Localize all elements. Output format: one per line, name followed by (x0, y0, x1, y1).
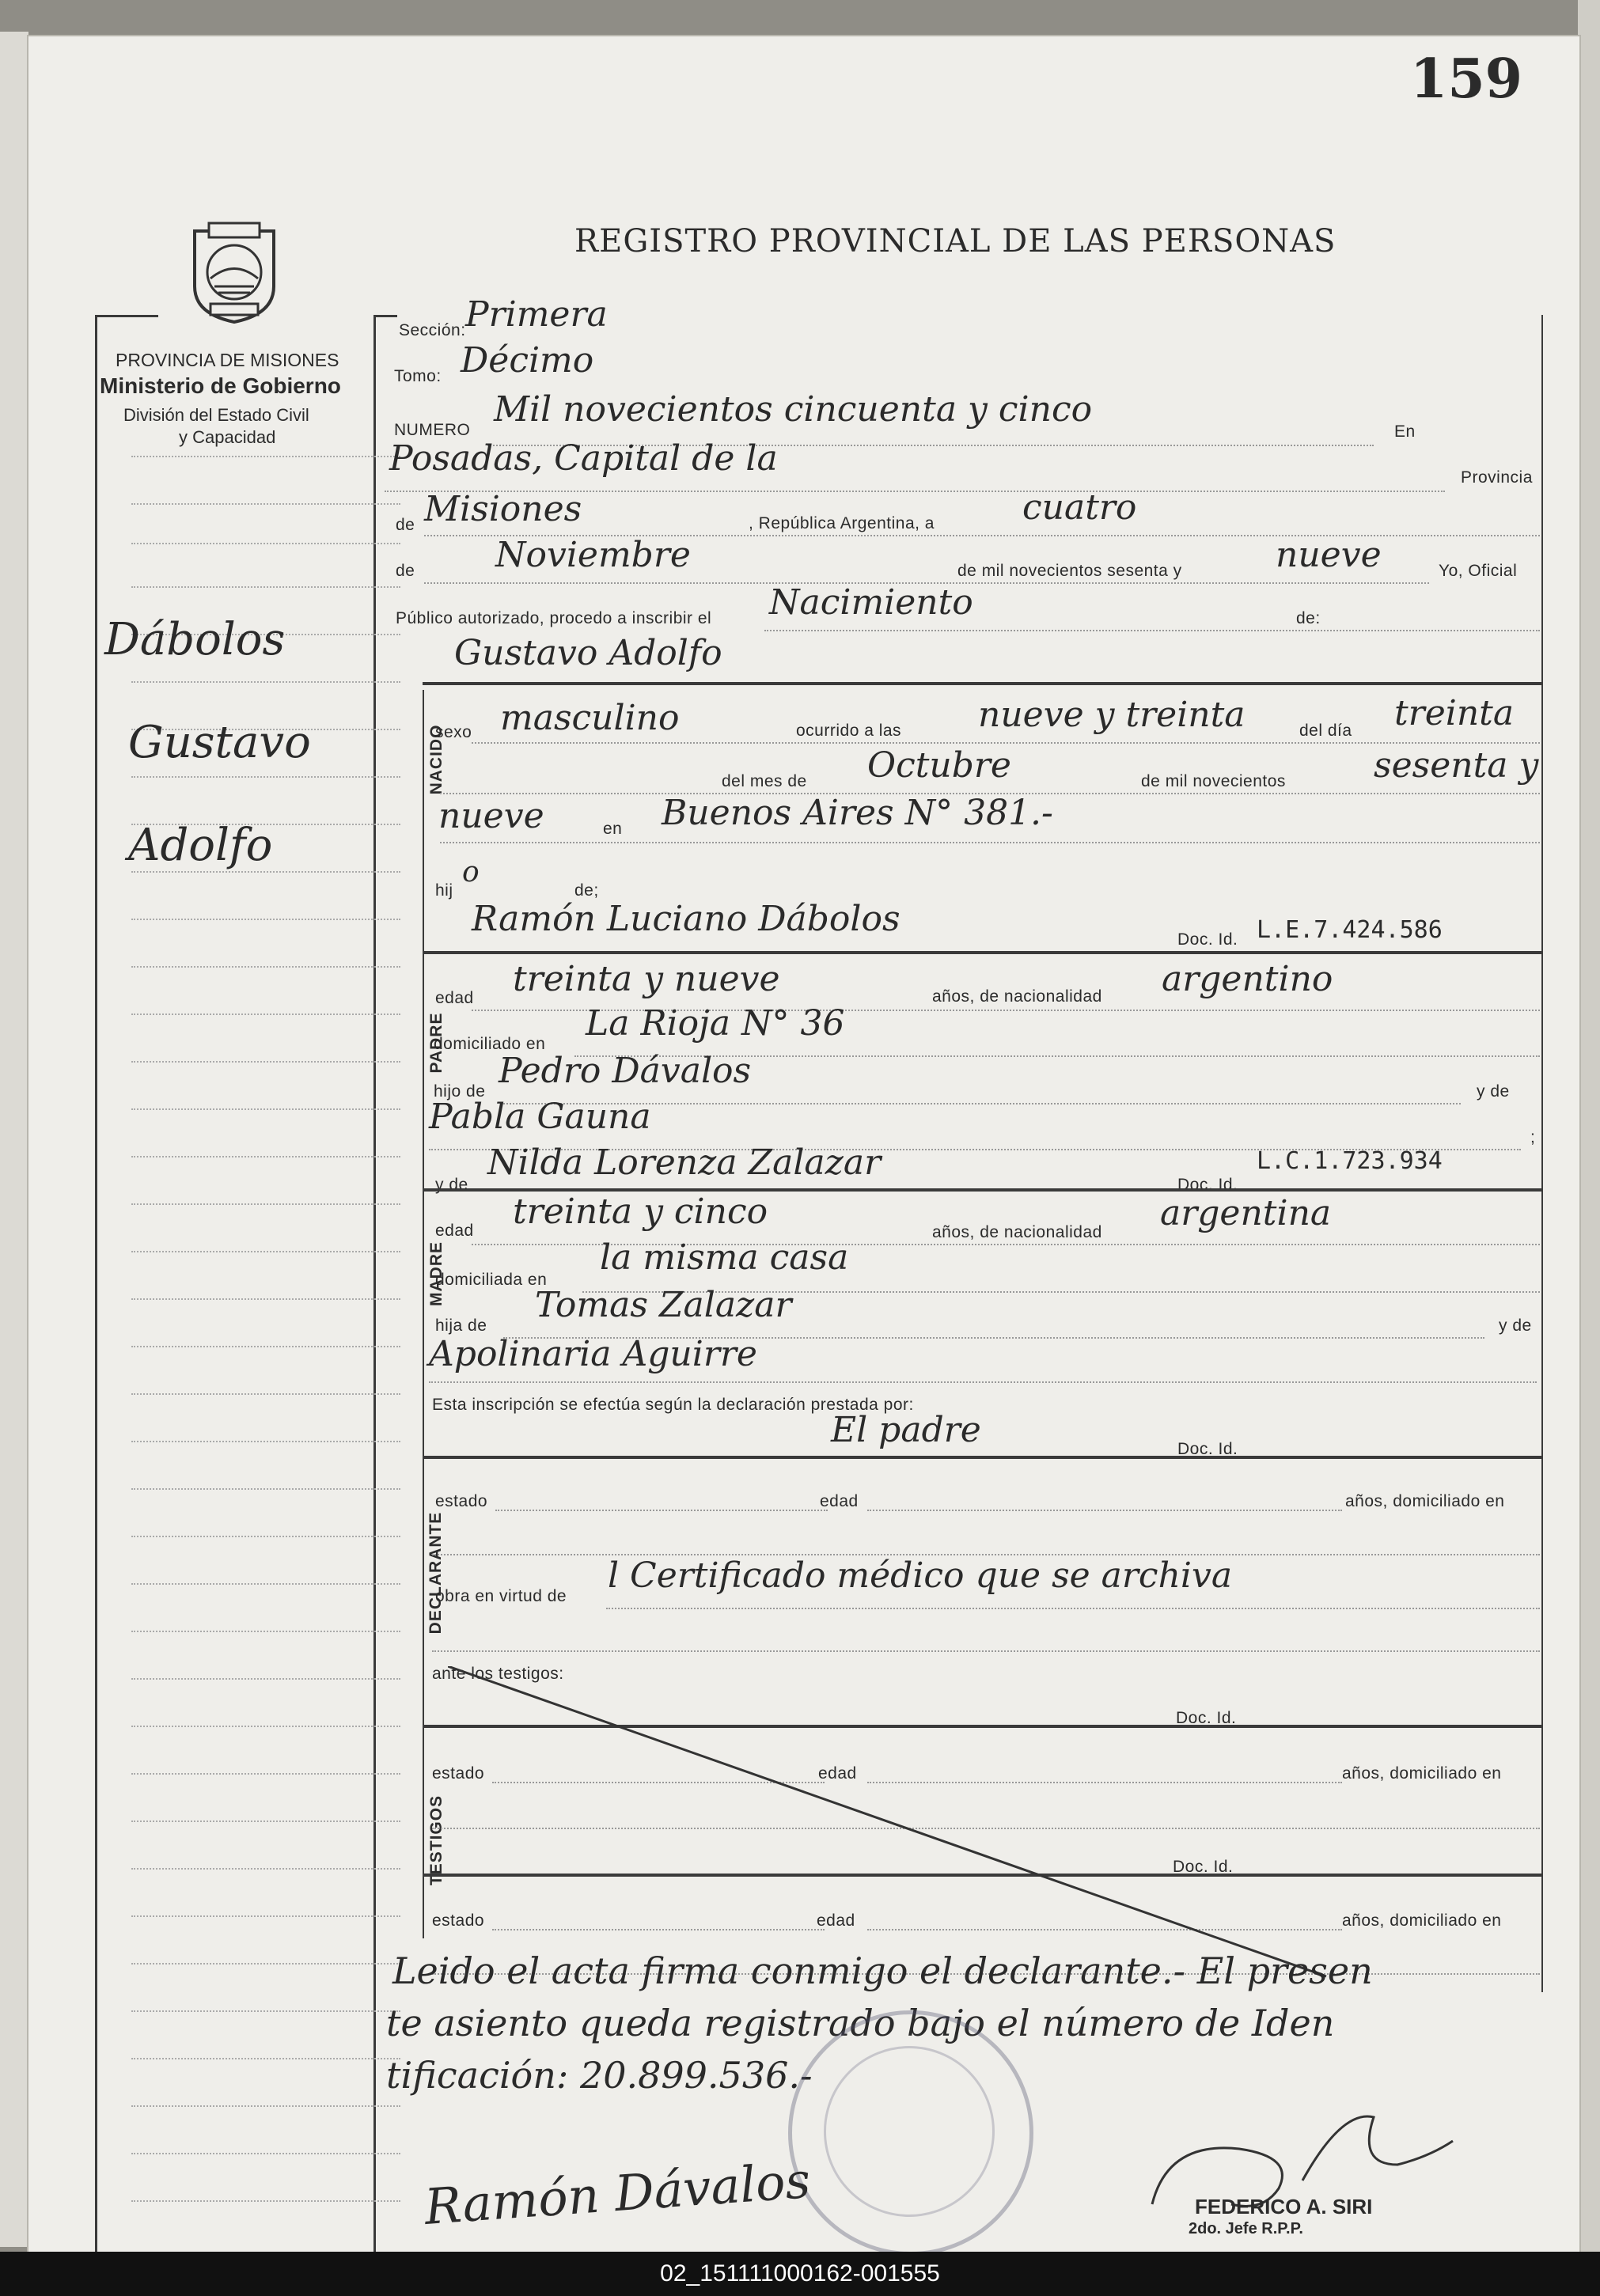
act-line (764, 630, 1540, 631)
testigos-section-label: TESTIGOS (427, 1794, 445, 1886)
officer-title: 2do. Jefe R.P.P. (1189, 2220, 1303, 2237)
margin-rule (131, 1203, 400, 1205)
hora-value: nueve y treinta (978, 695, 1245, 735)
margin-rule (131, 1536, 400, 1537)
org-province: PROVINCIA DE MISIONES (116, 350, 339, 370)
act-value: Nacimiento (769, 582, 973, 623)
margin-given-2: Adolfo (128, 820, 273, 871)
madre-madre-value: Apolinaria Aguirre (429, 1334, 757, 1374)
margin-rule (131, 1108, 400, 1110)
padre-section-label: PADRE (427, 1012, 445, 1074)
main-column-border (373, 315, 376, 2252)
hij-de-label: de; (574, 881, 599, 900)
registry-title: REGISTRO PROVINCIAL DE LAS PERSONAS (574, 223, 1336, 260)
tomo-label: Tomo: (394, 367, 442, 385)
padre-edad-label: edad (435, 989, 474, 1007)
padre-nac-value: argentino (1162, 959, 1333, 999)
madre-nac-label: años, de nacionalidad (932, 1223, 1102, 1241)
padre-nac-label: años, de nacionalidad (932, 987, 1102, 1006)
margin-rule (131, 1868, 400, 1870)
anio-value-a: sesenta y (1374, 745, 1539, 786)
margin-surname: Dábolos (104, 614, 286, 665)
declarante-obra-label: obra en virtud de (435, 1587, 567, 1605)
margin-rule (131, 1915, 400, 1917)
lugar-value: Buenos Aires N° 381.- (662, 793, 1053, 833)
padre-top-rule (423, 951, 1541, 954)
padre-yde-label: y de (1477, 1082, 1510, 1101)
padre-madre-value: Pabla Gauna (429, 1097, 651, 1137)
year-value: nueve (1276, 535, 1382, 575)
closing-line-2: te asiento queda registrado bajo el número de Iden (386, 2002, 1335, 2044)
testigo2-edad-label: edad (817, 1911, 855, 1930)
padre-hijo-value: Pedro Dávalos (499, 1051, 752, 1091)
margin-rule (131, 1583, 400, 1585)
declarante-blank-line-2 (432, 1650, 1540, 1652)
del-dia-label: del día (1299, 722, 1352, 740)
margin-rule (131, 919, 400, 920)
province-de-label: de (396, 516, 415, 534)
testigos-intro: ante los testigos: (432, 1665, 564, 1683)
madre-hija-value: Tomas Zalazar (535, 1285, 792, 1325)
declarante-edad-line (867, 1510, 1342, 1511)
previous-page-edge (0, 32, 28, 2247)
lugar-line (440, 842, 1540, 843)
margin-rule (131, 1393, 400, 1395)
strike-through-line (448, 1666, 1334, 1983)
margin-rule (131, 2105, 400, 2107)
margin-rule (131, 1346, 400, 1347)
page-stack-edge (1578, 0, 1600, 2255)
anio-value-b: nueve (438, 796, 544, 836)
margin-rule (131, 871, 400, 873)
section-label-border (423, 690, 424, 1938)
declarante-obra-value: l Certificado médico que se archiva (608, 1555, 1233, 1596)
scan-id-footer: 02_151111000162-001555 (0, 2252, 1600, 2296)
republica-label: , República Argentina, a (749, 514, 935, 532)
madre-edad-label: edad (435, 1222, 474, 1240)
margin-rule (131, 1488, 400, 1490)
declarante-estado-label: estado (435, 1492, 488, 1510)
madre-madre-line (429, 1381, 1537, 1383)
nacido-section-label: NACIDO (427, 724, 445, 795)
margin-rule (131, 1773, 400, 1775)
madre-section-label: MADRE (427, 1241, 445, 1306)
margin-rule (131, 1726, 400, 1727)
testigo2-doc-label: Doc. Id. (1173, 1858, 1234, 1876)
closing-line-1: Leido el acta firma conmigo el declarante.- El presen (392, 1949, 1373, 1992)
margin-rule (131, 1298, 400, 1300)
margin-rule (131, 966, 400, 968)
margin-rule (131, 2010, 400, 2012)
margin-rule (131, 776, 400, 778)
testigo1-edad-label: edad (818, 1764, 857, 1783)
madre-hija-label: hija de (435, 1317, 487, 1335)
right-border (1541, 315, 1543, 1992)
province-seal-icon (179, 215, 290, 326)
madre-nac-value: argentina (1160, 1193, 1332, 1233)
en-label: En (1394, 422, 1416, 441)
hij-label: hij (435, 881, 453, 900)
sexo-value: masculino (500, 698, 680, 738)
margin-rule (131, 586, 400, 588)
seccion-label: Sección: (399, 321, 466, 339)
publico-label: Público autorizado, procedo a inscribir el (396, 609, 712, 627)
declarante-obra-line (606, 1608, 1540, 1609)
officer-name: FEDERICO A. SIRI (1195, 2195, 1373, 2218)
testigo1-doc-label: Doc. Id. (1176, 1709, 1237, 1727)
numero-value: Mil novecientos cincuenta y cinco (494, 389, 1093, 430)
numero-label: NUMERO (394, 421, 471, 439)
month-de-label: de (396, 562, 415, 580)
sexo-label: sexo (435, 723, 472, 741)
madre-edad-value: treinta y cinco (513, 1192, 768, 1232)
lugar-en-label: en (603, 820, 623, 838)
closing-line-3: tificación: 20.899.536.- (386, 2054, 813, 2097)
hij-suffix: o (462, 856, 480, 888)
provincia-label: Provincia (1461, 468, 1533, 487)
sexo-line (472, 742, 1540, 744)
day-value: cuatro (1022, 487, 1137, 528)
ocurrido-label: ocurrido a las (796, 722, 902, 740)
margin-given-1: Gustavo (128, 717, 311, 768)
mes-label: del mes de (722, 772, 807, 790)
padre-dom-value: La Rioja N° 36 (586, 1003, 845, 1044)
seccion-value: Primera (465, 294, 608, 335)
margin-rule (131, 1013, 400, 1015)
padre-doc-value: L.E.7.424.586 (1257, 916, 1443, 944)
padre-semicolon: ; (1530, 1128, 1536, 1146)
declarante-doc-label: Doc. Id. (1177, 1440, 1238, 1458)
declarante-intro: Esta inscripción se efectúa según la declaración prestada por: (432, 1396, 914, 1414)
madre-doc-label: Doc. Id. (1177, 1176, 1238, 1194)
official-stamp (788, 2010, 1033, 2256)
declarante-edad-label: edad (820, 1492, 859, 1510)
margin-rule (131, 1061, 400, 1063)
place-value: Posadas, Capital de la (389, 438, 778, 479)
year-label: de mil novecientos sesenta y (957, 562, 1182, 580)
org-ministry: Ministerio de Gobierno (100, 373, 341, 398)
mes-value: Octubre (867, 745, 1011, 786)
province-value: Misiones (424, 489, 582, 529)
margin-rule (131, 543, 400, 544)
testigo1-dom-label: años, domiciliado en (1342, 1764, 1502, 1783)
month-value: Noviembre (495, 535, 691, 575)
padre-dom-label: domiciliado en (434, 1035, 546, 1053)
margin-rule (131, 1821, 400, 1822)
tomo-value: Décimo (461, 340, 594, 381)
madre-doc-value: L.C.1.723.934 (1257, 1147, 1443, 1175)
madre-name: Nilda Lorenza Zalazar (487, 1142, 882, 1183)
padre-name: Ramón Luciano Dábolos (472, 899, 900, 939)
margin-rule (131, 1631, 400, 1632)
margin-rule (131, 456, 400, 457)
page-number: 159 (1410, 47, 1522, 111)
margin-rule (131, 681, 400, 683)
margin-rule (131, 1678, 400, 1680)
margin-rule (131, 2058, 400, 2059)
top-rule-left (95, 315, 158, 317)
dia-value: treinta (1394, 693, 1515, 733)
margin-rule (131, 503, 400, 505)
margin-rule (131, 1963, 400, 1964)
madre-dom-label: domiciliada en (435, 1271, 548, 1289)
padre-edad-value: treinta y nueve (513, 959, 780, 999)
padre-hijo-label: hijo de (434, 1082, 486, 1101)
declarant-signature: Ramón Dávalos (423, 2151, 813, 2236)
madre-yde-label: y de (435, 1176, 468, 1194)
declarante-section-label: DECLARANTE (427, 1511, 445, 1635)
registry-page (28, 36, 1579, 2252)
nacido-top-rule (423, 682, 1541, 685)
testigo1-estado-label: estado (432, 1764, 485, 1783)
margin-rule (131, 2200, 400, 2202)
madre-dom-value: la misma casa (600, 1237, 849, 1278)
registrant-name: Gustavo Adolfo (454, 633, 722, 673)
org-capacity: y Capacidad (179, 427, 276, 447)
declarante-name: El padre (831, 1410, 981, 1450)
margin-rule (131, 1156, 400, 1157)
declarante-top-rule (423, 1456, 1541, 1459)
org-division: División del Estado Civil (123, 405, 309, 425)
oficial-label: Yo, Oficial (1439, 562, 1518, 580)
declarante-estado-line (495, 1510, 828, 1511)
madre-yde-label-2: y de (1499, 1317, 1532, 1335)
top-rule-right (373, 315, 397, 317)
margin-rule (131, 1251, 400, 1252)
mil-novecientos-label: de mil novecientos (1141, 772, 1286, 790)
margin-rule (131, 2153, 400, 2154)
margin-rule (131, 1441, 400, 1442)
declarante-dom-label: años, domiciliado en (1345, 1492, 1505, 1510)
testigo2-estado-label: estado (432, 1911, 485, 1930)
de-colon-label: de: (1296, 609, 1321, 627)
testigo2-dom-label: años, domiciliado en (1342, 1911, 1502, 1930)
padre-doc-label: Doc. Id. (1177, 930, 1238, 949)
left-column-border (95, 315, 97, 2252)
